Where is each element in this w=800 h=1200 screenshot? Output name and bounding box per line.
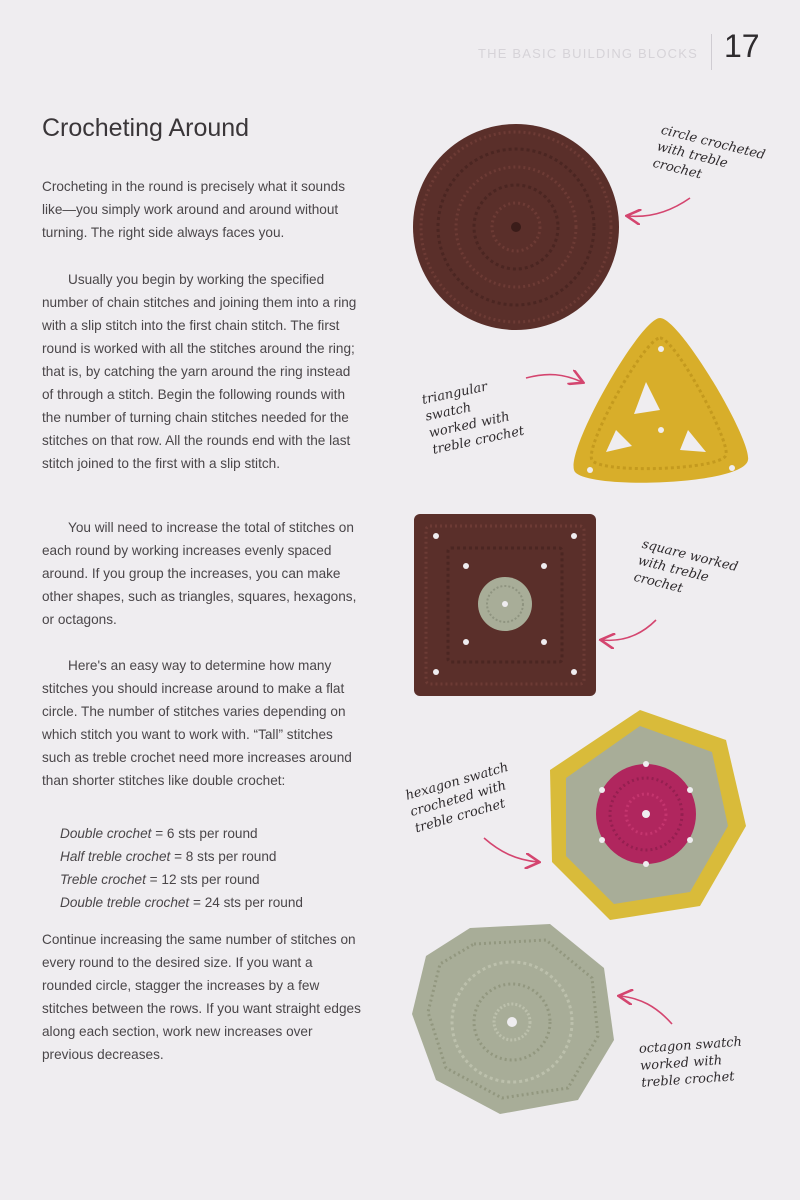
hexagon-swatch bbox=[550, 710, 746, 920]
paragraph-text: Continue increasing the same number of stitches on every round to the desired size. If you want a rounded circle, stagger the increases by a few stitches between the rows. If you want straight edges along each section, work new increases over previous decreases. bbox=[42, 932, 361, 1062]
rate-value: = 8 sts per round bbox=[170, 849, 277, 864]
arrow-circle bbox=[628, 198, 690, 216]
square-swatch bbox=[414, 514, 596, 696]
triangle-swatch bbox=[574, 318, 749, 483]
paragraph-text: You will need to increase the total of stitches on each round by working increases evenly spaced around. If you group the increases, you can make other shapes, such as triangles, squares, hexagons, or octagons. bbox=[42, 520, 357, 627]
rate-value: = 6 sts per round bbox=[151, 826, 258, 841]
octagon-swatch bbox=[412, 924, 614, 1114]
caption-hexagon: hexagon swatch crocheted with treble crochet bbox=[403, 759, 511, 837]
caption-triangle: triangular swatch worked with treble crochet bbox=[420, 379, 526, 458]
caption-circle: circle crocheted with treble crochet bbox=[651, 122, 767, 183]
rate-stitch: Half treble crochet bbox=[60, 849, 171, 864]
caption-octagon: octagon swatch worked with treble crochet bbox=[638, 1034, 743, 1091]
arrow-hexagon bbox=[484, 838, 538, 862]
rate-stitch: Double crochet bbox=[60, 826, 152, 841]
circle-swatch bbox=[413, 124, 619, 330]
running-head: THE BASIC BUILDING BLOCKS bbox=[478, 46, 698, 61]
rate-value: = 24 sts per round bbox=[189, 895, 303, 910]
caption-square: square worked with treble crochet bbox=[632, 536, 740, 597]
rate-stitch: Double treble crochet bbox=[60, 895, 190, 910]
arrow-square bbox=[602, 620, 656, 640]
rate-value: = 12 sts per round bbox=[145, 872, 260, 887]
section-title: Crocheting Around bbox=[42, 114, 250, 142]
paragraph-text: Usually you begin by working the specified number of chain stitches and joining them into a ring with a slip stitch into the first chain stitch. The first round is worked with all the stitches around the ring; that is, by catching the yarn around the ring instead of through a stitch. Begin the following rounds with the number of turning chain stitches needed for the stitches on that row. All the rounds end with the last stitch joined to the first with a slip stitch. bbox=[42, 272, 357, 471]
rate-stitch: Treble crochet bbox=[60, 872, 146, 887]
paragraph-text: Crocheting in the round is precisely what it sounds like—you simply work around and around without turning. The right side always faces you. bbox=[42, 179, 345, 240]
page-number: 17 bbox=[724, 28, 760, 64]
paragraph-text: Here's an easy way to determine how many stitches you should increase around to make a flat circle. The number of stitches varies depending on which stitch you want to work with. “Tall” stitches such as treble crochet need more increases around than shorter stitches like double crochet: bbox=[42, 658, 352, 788]
arrow-octagon bbox=[620, 996, 672, 1024]
